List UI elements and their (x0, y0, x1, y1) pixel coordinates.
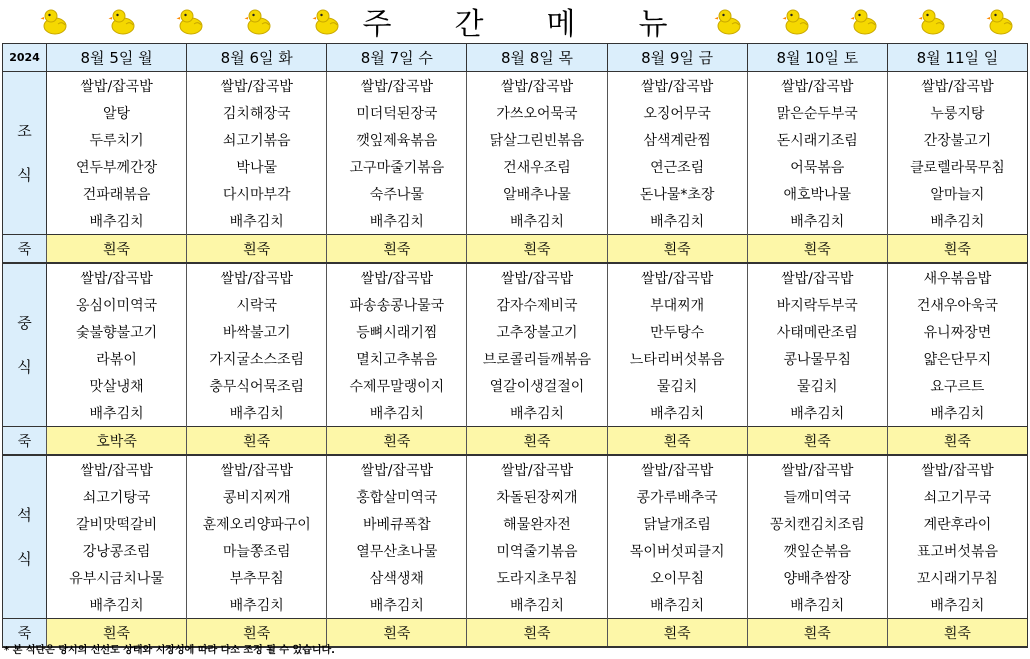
menu-item: 쌀밥/잡곡밥 (187, 72, 327, 100)
menu-item: 배추김치 (887, 207, 1027, 235)
porridge-item: 흰죽 (607, 235, 747, 264)
menu-item: 배추김치 (887, 591, 1027, 619)
menu-item: 양배추쌈장 (747, 564, 887, 591)
menu-item: 깻잎제육볶음 (327, 126, 467, 153)
menu-item: 쌀밥/잡곡밥 (327, 263, 467, 291)
menu-item: 훈제오리양파구이 (187, 510, 327, 537)
menu-item: 숙주나물 (327, 180, 467, 207)
porridge-row (3, 427, 1028, 456)
menu-row (3, 483, 1028, 510)
title-char: 뉴 (638, 7, 668, 42)
menu-item: 연근조림 (607, 153, 747, 180)
porridge-item: 흰죽 (747, 235, 887, 264)
menu-item: 고구마줄기볶음 (327, 153, 467, 180)
porridge-item: 흰죽 (467, 427, 607, 456)
menu-row (3, 537, 1028, 564)
menu-item: 배추김치 (327, 207, 467, 235)
meal-label (3, 455, 47, 619)
menu-row (3, 72, 1028, 100)
menu-item: 숯불향불고기 (47, 318, 187, 345)
menu-item: 쌀밥/잡곡밥 (327, 72, 467, 100)
menu-item: 배추김치 (467, 591, 607, 619)
menu-item: 바베큐폭찹 (327, 510, 467, 537)
porridge-item: 흰죽 (887, 619, 1027, 648)
meal-label-char: 중 (17, 314, 32, 332)
menu-item: 감자수제비국 (467, 291, 607, 318)
menu-item: 쌀밥/잡곡밥 (47, 72, 187, 100)
menu-item: 라볶이 (47, 345, 187, 372)
menu-item: 얇은단무지 (887, 345, 1027, 372)
menu-item: 맑은순두부국 (747, 99, 887, 126)
menu-row (3, 180, 1028, 207)
menu-item: 김치해장국 (187, 99, 327, 126)
menu-item: 미역줄기볶음 (467, 537, 607, 564)
menu-item: 다시마부각 (187, 180, 327, 207)
menu-item: 강낭콩조림 (47, 537, 187, 564)
menu-item: 쌀밥/잡곡밥 (47, 263, 187, 291)
porridge-row (3, 235, 1028, 264)
day-header: 8월 7일 수 (327, 44, 467, 72)
menu-item: 시락국 (187, 291, 327, 318)
porridge-item: 흰죽 (327, 619, 467, 648)
menu-item: 배추김치 (187, 399, 327, 427)
menu-item: 옹심이미역국 (47, 291, 187, 318)
menu-item: 배추김치 (467, 207, 607, 235)
menu-item: 유니짜장면 (887, 318, 1027, 345)
menu-item: 배추김치 (47, 591, 187, 619)
menu-item: 배추김치 (467, 399, 607, 427)
day-header: 8월 8일 목 (467, 44, 607, 72)
menu-item: 오이무침 (607, 564, 747, 591)
porridge-label: 죽 (3, 235, 47, 264)
menu-item: 배추김치 (47, 399, 187, 427)
menu-item: 표고버섯볶음 (887, 537, 1027, 564)
menu-item: 쌀밥/잡곡밥 (607, 263, 747, 291)
menu-item: 쇠고기탕국 (47, 483, 187, 510)
menu-item: 배추김치 (187, 207, 327, 235)
menu-item: 클로렐라묵무침 (887, 153, 1027, 180)
menu-item: 멸치고추볶음 (327, 345, 467, 372)
porridge-item: 호박죽 (47, 427, 187, 456)
weekly-menu-table (2, 43, 1028, 648)
menu-item: 배추김치 (607, 399, 747, 427)
date-header-row (3, 44, 1028, 72)
menu-item: 연두부께간장 (47, 153, 187, 180)
menu-item: 돈시래기조림 (747, 126, 887, 153)
menu-item: 박나물 (187, 153, 327, 180)
meal-label-char: 식 (17, 166, 32, 184)
menu-item: 오징어무국 (607, 99, 747, 126)
menu-item: 사태메란조림 (747, 318, 887, 345)
menu-item: 콩나물무침 (747, 345, 887, 372)
menu-item: 쌀밥/잡곡밥 (467, 455, 607, 483)
menu-item: 쌀밥/잡곡밥 (467, 72, 607, 100)
menu-item: 충무식어묵조림 (187, 372, 327, 399)
menu-item: 배추김치 (187, 591, 327, 619)
menu-item: 열갈이생걸절이 (467, 372, 607, 399)
menu-item: 쌀밥/잡곡밥 (747, 72, 887, 100)
menu-item: 등뼈시래기찜 (327, 318, 467, 345)
day-header: 8월 10일 토 (747, 44, 887, 72)
menu-item: 미더덕된장국 (327, 99, 467, 126)
menu-item: 배추김치 (327, 399, 467, 427)
menu-item: 간장불고기 (887, 126, 1027, 153)
menu-item: 배추김치 (747, 591, 887, 619)
menu-item: 돈나물*초장 (607, 180, 747, 207)
menu-item: 알마늘지 (887, 180, 1027, 207)
menu-item: 깻잎순볶음 (747, 537, 887, 564)
menu-row (3, 399, 1028, 427)
porridge-item: 흰죽 (467, 619, 607, 648)
menu-item: 부추무침 (187, 564, 327, 591)
menu-item: 계란후라이 (887, 510, 1027, 537)
porridge-item: 흰죽 (747, 619, 887, 648)
menu-item: 가쓰오어묵국 (467, 99, 607, 126)
day-header: 8월 9일 금 (607, 44, 747, 72)
menu-item: 쌀밥/잡곡밥 (887, 72, 1027, 100)
menu-row (3, 318, 1028, 345)
menu-item: 건새우아욱국 (887, 291, 1027, 318)
menu-item: 어묵볶음 (747, 153, 887, 180)
menu-item: 닭살그린빈볶음 (467, 126, 607, 153)
menu-item: 배추김치 (747, 207, 887, 235)
menu-item: 쌀밥/잡곡밥 (47, 455, 187, 483)
menu-item: 건새우조림 (467, 153, 607, 180)
menu-item: 요구르트 (887, 372, 1027, 399)
porridge-item: 흰죽 (327, 235, 467, 264)
menu-item: 배추김치 (607, 591, 747, 619)
title-char: 메 (546, 7, 576, 42)
menu-row (3, 207, 1028, 235)
menu-item: 배추김치 (327, 591, 467, 619)
porridge-item: 흰죽 (47, 619, 187, 648)
menu-item: 차돌된장찌개 (467, 483, 607, 510)
day-header: 8월 5일 월 (47, 44, 187, 72)
menu-item: 들깨미역국 (747, 483, 887, 510)
menu-item: 꼬시래기무침 (887, 564, 1027, 591)
menu-item: 새우볶음밥 (887, 263, 1027, 291)
menu-item: 쌀밥/잡곡밥 (327, 455, 467, 483)
page-header (0, 0, 1030, 42)
menu-row (3, 263, 1028, 291)
menu-item: 배추김치 (47, 207, 187, 235)
menu-item: 쌀밥/잡곡밥 (187, 455, 327, 483)
menu-row (3, 291, 1028, 318)
menu-item: 콩비지찌개 (187, 483, 327, 510)
menu-item: 홍합살미역국 (327, 483, 467, 510)
menu-item: 쌀밥/잡곡밥 (467, 263, 607, 291)
menu-item: 열무산초나물 (327, 537, 467, 564)
menu-item: 쌀밥/잡곡밥 (887, 455, 1027, 483)
menu-row (3, 345, 1028, 372)
menu-item: 두루치기 (47, 126, 187, 153)
menu-item: 물김치 (607, 372, 747, 399)
porridge-item: 흰죽 (887, 235, 1027, 264)
menu-item: 쇠고기볶음 (187, 126, 327, 153)
menu-item: 삼색생채 (327, 564, 467, 591)
meal-label-char: 석 (17, 506, 32, 524)
menu-row (3, 153, 1028, 180)
meal-label-char: 조 (17, 122, 32, 140)
menu-item: 도라지초무침 (467, 564, 607, 591)
menu-item: 건파래볶음 (47, 180, 187, 207)
page-title (0, 0, 1030, 42)
menu-item: 쌀밥/잡곡밥 (747, 263, 887, 291)
menu-row (3, 126, 1028, 153)
menu-item: 가지굴소스조림 (187, 345, 327, 372)
porridge-item: 흰죽 (47, 235, 187, 264)
porridge-item: 흰죽 (187, 235, 327, 264)
menu-item: 배추김치 (887, 399, 1027, 427)
menu-item: 고추장불고기 (467, 318, 607, 345)
menu-item: 만두탕수 (607, 318, 747, 345)
menu-row (3, 591, 1028, 619)
menu-item: 브로콜리들깨볶음 (467, 345, 607, 372)
menu-row (3, 455, 1028, 483)
menu-item: 해물완자전 (467, 510, 607, 537)
menu-item: 쌀밥/잡곡밥 (607, 455, 747, 483)
porridge-label: 죽 (3, 427, 47, 456)
porridge-item: 흰죽 (747, 427, 887, 456)
porridge-item: 흰죽 (327, 427, 467, 456)
porridge-item: 흰죽 (607, 427, 747, 456)
menu-item: 갈비맛떡갈비 (47, 510, 187, 537)
menu-item: 쇠고기무국 (887, 483, 1027, 510)
menu-row (3, 510, 1028, 537)
menu-item: 맛살냉채 (47, 372, 187, 399)
menu-item: 수제무말랭이지 (327, 372, 467, 399)
menu-item: 마늘쫑조림 (187, 537, 327, 564)
porridge-item: 흰죽 (607, 619, 747, 648)
menu-item: 목이버섯피클지 (607, 537, 747, 564)
menu-item: 유부시금치나물 (47, 564, 187, 591)
menu-item: 쌀밥/잡곡밥 (607, 72, 747, 100)
porridge-item: 흰죽 (467, 235, 607, 264)
porridge-item: 흰죽 (187, 619, 327, 648)
menu-row (3, 372, 1028, 399)
menu-item: 삼색계란찜 (607, 126, 747, 153)
menu-item: 누룽지탕 (887, 99, 1027, 126)
meal-label (3, 263, 47, 427)
porridge-item: 흰죽 (887, 427, 1027, 456)
title-char: 간 (454, 7, 484, 42)
menu-item: 쌀밥/잡곡밥 (187, 263, 327, 291)
porridge-item: 흰죽 (187, 427, 327, 456)
day-header: 8월 6일 화 (187, 44, 327, 72)
meal-label-char: 식 (17, 550, 32, 568)
footnote: * 본 식단은 당시의 신선도 상태와 시장성에 따라 다소 조정 될 수 있습니다. (4, 645, 335, 656)
title-char: 주 (362, 7, 392, 42)
menu-item: 콩가루배추국 (607, 483, 747, 510)
porridge-label: 죽 (3, 619, 47, 648)
menu-item: 배추김치 (747, 399, 887, 427)
menu-item: 배추김치 (607, 207, 747, 235)
meal-label (3, 72, 47, 235)
menu-row (3, 564, 1028, 591)
meal-label-char: 식 (17, 358, 32, 376)
menu-item: 애호박나물 (747, 180, 887, 207)
day-header: 8월 11일 일 (887, 44, 1027, 72)
menu-item: 바싹불고기 (187, 318, 327, 345)
year-cell: 2024 (3, 44, 47, 72)
menu-item: 닭날개조림 (607, 510, 747, 537)
menu-row (3, 99, 1028, 126)
menu-item: 파송송콩나물국 (327, 291, 467, 318)
menu-item: 알탕 (47, 99, 187, 126)
menu-item: 꽁치캔김치조림 (747, 510, 887, 537)
menu-item: 느타리버섯볶음 (607, 345, 747, 372)
menu-item: 물김치 (747, 372, 887, 399)
menu-item: 쌀밥/잡곡밥 (747, 455, 887, 483)
menu-item: 바지락두부국 (747, 291, 887, 318)
menu-item: 부대찌개 (607, 291, 747, 318)
menu-item: 알배추나물 (467, 180, 607, 207)
